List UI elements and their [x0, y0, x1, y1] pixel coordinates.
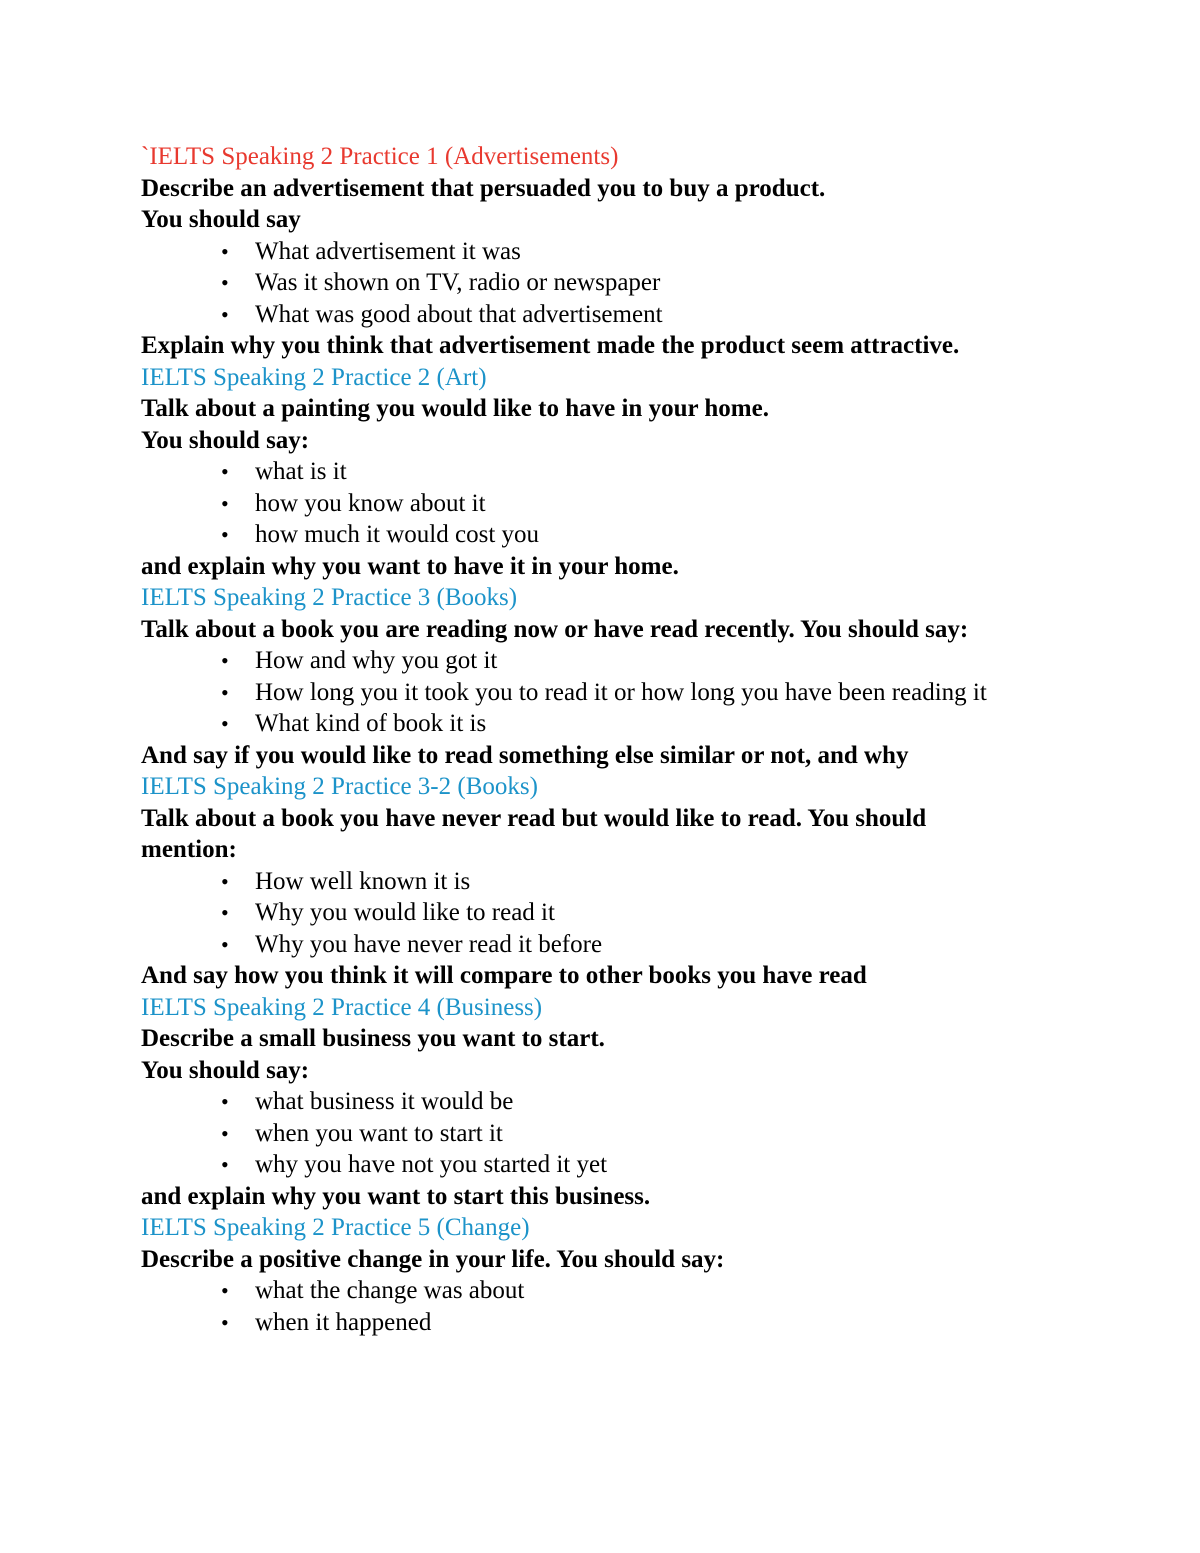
bullet-icon: • [221, 1152, 229, 1177]
list-item-text: how you know about it [255, 489, 486, 517]
list-item [141, 456, 1055, 488]
bullet-icon: • [221, 931, 229, 957]
list-item [141, 1275, 1055, 1307]
list-item-text: How long you it took you to read it or how long you have been reading it [255, 678, 987, 706]
section-subprompt: You should say: [141, 426, 310, 454]
bullet-icon: • [221, 1309, 229, 1335]
list-item-text: What kind of book it is [255, 710, 487, 737]
section-heading: IELTS Speaking 2 Practice 3-2 (Books) [141, 773, 538, 800]
list-item [141, 1118, 1055, 1150]
practice-section-4 [141, 992, 1061, 1213]
list-item [141, 677, 1055, 709]
bullet-icon: • [221, 459, 229, 484]
section-closing: and explain why you want to start this business. [141, 1182, 651, 1210]
list-item [141, 488, 1055, 520]
list-item-text: What advertisement it was [255, 237, 521, 265]
list-item [141, 1307, 1055, 1339]
list-item [141, 897, 1055, 929]
bullet-icon: • [221, 1278, 229, 1303]
list-item [141, 708, 1055, 740]
bullet-icon: • [221, 711, 229, 736]
list-item-text: what business it would be [255, 1088, 514, 1115]
list-item [141, 645, 1055, 677]
list-item-text: Why you would like to read it [255, 899, 555, 926]
bullet-list [141, 236, 1061, 331]
bullet-list [141, 1086, 1061, 1181]
list-item-text: when you want to start it [255, 1119, 503, 1147]
list-item [141, 519, 1055, 551]
bullet-icon: • [221, 900, 229, 925]
section-subprompt: You should say [141, 206, 301, 233]
bullet-icon: • [221, 238, 229, 264]
bullet-icon: • [221, 301, 229, 327]
list-item [141, 236, 1055, 268]
list-item-text: when it happened [255, 1308, 432, 1336]
bullet-list [141, 645, 1061, 740]
list-item [141, 299, 1055, 331]
section-heading: `IELTS Speaking 2 Practice 1 (Advertisements) [141, 143, 619, 170]
section-closing: Explain why you think that advertisement made the product seem attractive. [141, 332, 960, 359]
section-heading: IELTS Speaking 2 Practice 5 (Change) [141, 1214, 530, 1241]
bullet-icon: • [221, 868, 229, 894]
bullet-list [141, 456, 1061, 551]
section-prompt: Talk about a painting you would like to have in your home. [141, 395, 769, 422]
section-closing: and explain why you want to have it in your home. [141, 552, 679, 580]
bullet-list [141, 866, 1061, 961]
practice-section-1 [141, 141, 1061, 362]
practice-section-5 [141, 1212, 1061, 1338]
section-closing: And say if you would like to read something else similar or not, and why [141, 741, 909, 769]
bullet-icon: • [221, 270, 229, 295]
list-item-text: How and why you got it [255, 647, 498, 674]
bullet-icon: • [221, 490, 229, 516]
section-prompt: Describe an advertisement that persuaded you to buy a product. [141, 174, 826, 202]
list-item [141, 866, 1055, 898]
practice-section-3 [141, 582, 1061, 771]
list-item [141, 1086, 1055, 1118]
list-item [141, 1149, 1055, 1181]
list-item-text: what is it [255, 458, 347, 485]
list-item [141, 929, 1055, 961]
practice-section-2 [141, 362, 1061, 583]
bullet-icon: • [221, 522, 229, 547]
list-item-text: what the change was about [255, 1277, 525, 1304]
bullet-icon: • [221, 648, 229, 673]
section-prompt: Describe a positive change in your life. You should say: [141, 1245, 725, 1273]
section-prompt: Talk about a book you are reading now or have read recently. You should say: [141, 615, 969, 643]
section-prompt: Talk about a book you have never read but would like to read. You should mention: [141, 804, 927, 863]
section-prompt: Describe a small business you want to start. [141, 1025, 605, 1052]
list-item-text: how much it would cost you [255, 521, 540, 548]
document-page [141, 141, 1061, 1338]
bullet-icon: • [221, 679, 229, 705]
section-heading: IELTS Speaking 2 Practice 2 (Art) [141, 363, 487, 391]
list-item [141, 267, 1055, 299]
section-subprompt: You should say: [141, 1056, 310, 1084]
practice-section-3-2 [141, 771, 1061, 992]
section-heading: IELTS Speaking 2 Practice 3 (Books) [141, 584, 518, 611]
list-item-text: Was it shown on TV, radio or newspaper [255, 269, 661, 296]
section-closing: And say how you think it will compare to other books you have read [141, 962, 867, 989]
list-item-text: why you have not you started it yet [255, 1151, 608, 1178]
bullet-icon: • [221, 1120, 229, 1146]
list-item-text: Why you have never read it before [255, 930, 603, 958]
bullet-icon: • [221, 1089, 229, 1114]
list-item-text: What was good about that advertisement [255, 300, 663, 328]
section-heading: IELTS Speaking 2 Practice 4 (Business) [141, 993, 543, 1021]
list-item-text: How well known it is [255, 867, 471, 895]
bullet-list [141, 1275, 1061, 1338]
